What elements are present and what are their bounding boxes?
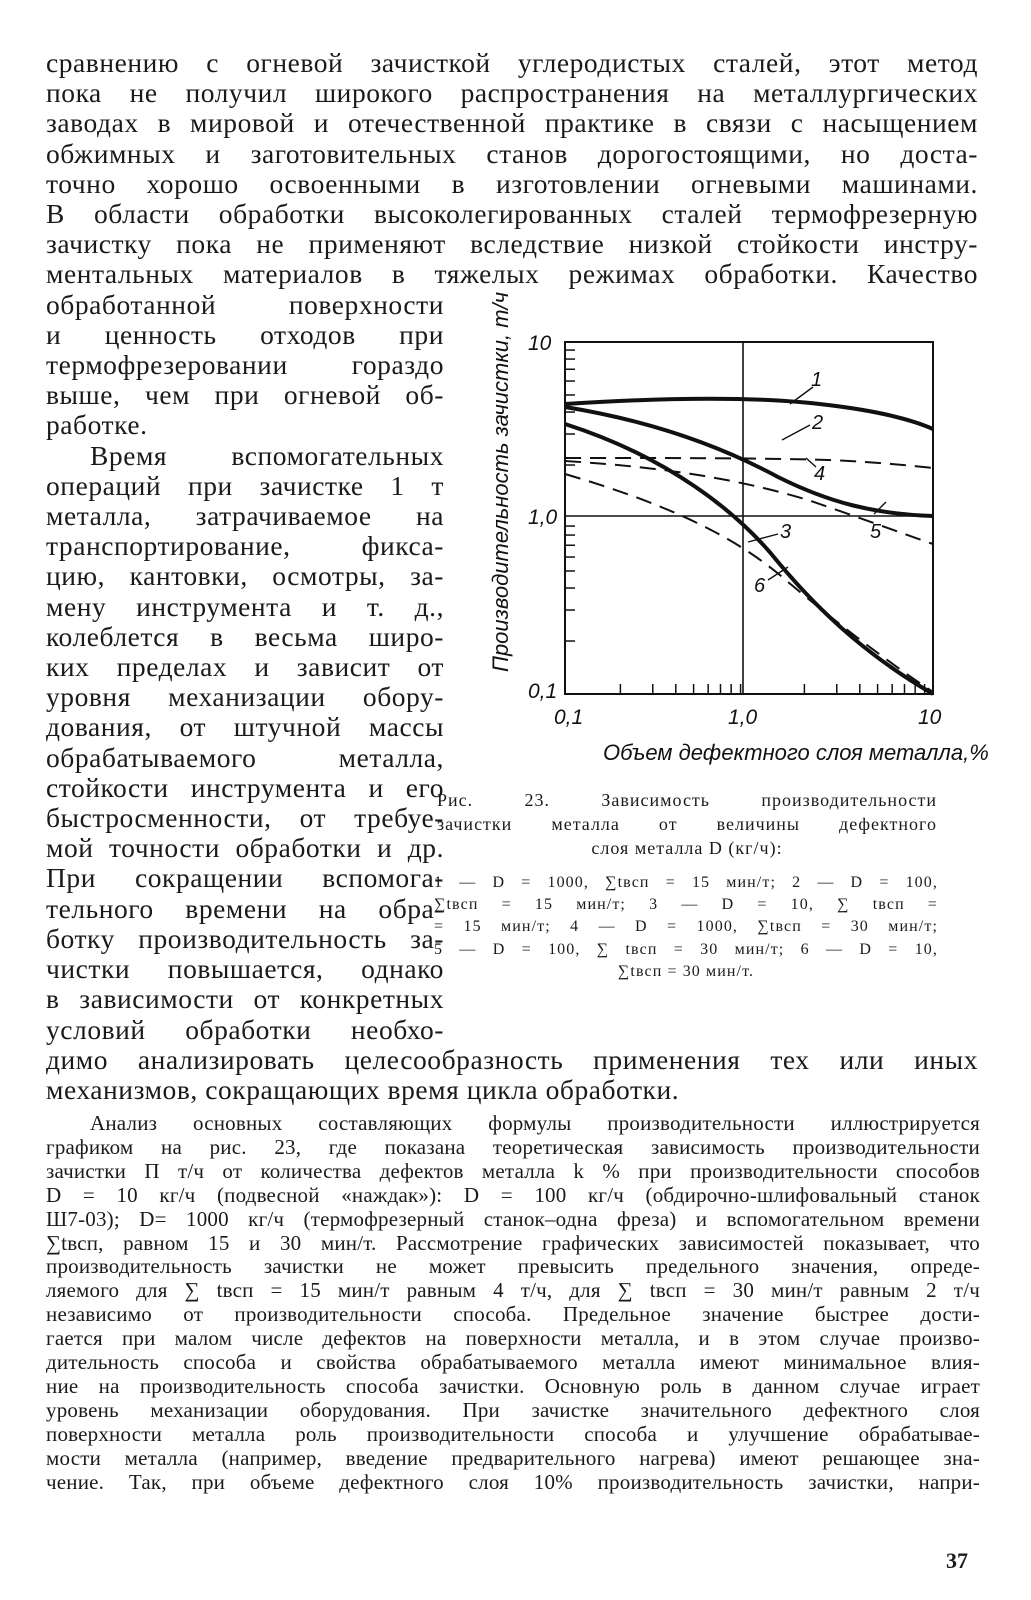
y-tick-01: 0,1 — [528, 680, 558, 703]
narrow2-lines-line: быстросменности, от требуе- — [46, 802, 444, 834]
legend-line: ∑tвсп = 30 мин/т. — [617, 962, 755, 980]
legend-line: ∑tвсп = 15 мин/т; 3 — D = 10, ∑ tвсп = — [434, 896, 938, 914]
narrow2-lines-line: дования, от штучной массы — [46, 711, 444, 743]
narrow2-lines-line: При сокращении вспомога- — [46, 862, 444, 894]
legend-line: 5 — D = 100, ∑ tвсп = 30 мин/т; 6 — D = 10, — [434, 940, 938, 958]
narrow2-lines-line: чистки повышается, однако — [46, 953, 444, 985]
small-print-line: D = 10 кг/ч (подвесной «наждак»): D = 100 кг/ч (обдирочно-шлифовальный станок — [46, 1182, 980, 1207]
narrow2-lines-line: Время вспомогательных — [90, 439, 444, 471]
narrow2-lines-line: условий обработки необхо- — [46, 1013, 444, 1045]
wide-end-lines-line: димо анализировать целесообразность применения тех или иных — [46, 1043, 978, 1075]
narrow2-lines-line: операций при зачистке 1 т — [46, 469, 444, 501]
legend-line: = 15 мин/т; 4 — D = 1000, ∑tвсп = 30 мин/т; — [434, 918, 938, 936]
narrow2-lines-line: обрабатываемого металла, — [46, 741, 444, 773]
small-print-line: чение. Так, при объеме дефектного слоя 10% производительность зачистки, напри- — [46, 1469, 980, 1494]
y-axis-label: Производительность зачистки, т/ч — [488, 291, 513, 672]
small-print-line: поверхности металла роль производительности способа и улучшение обрабатывае- — [46, 1421, 980, 1446]
narrow-lines-line: термофрезеровании гораздо — [46, 349, 444, 381]
narrow2-lines-line: ких пределах и зависит от — [46, 651, 444, 683]
y-tick-1: 1,0 — [528, 506, 558, 529]
paragraph-continuation — [46, 1045, 978, 1105]
narrow2-lines-line: мену инструмента и т. д., — [46, 590, 444, 622]
small-print-line: гается при малом числе дефектов на поверхности металла, и в этом случае произво- — [46, 1326, 980, 1351]
curve-label-4: 4 — [814, 463, 826, 485]
x-axis-label: Объем дефектного слоя металла,% — [603, 740, 989, 765]
curve-label-5: 5 — [870, 521, 882, 543]
narrow2-lines-line: ботку производительность за- — [46, 922, 444, 954]
x-tick-10: 10 — [918, 706, 942, 729]
curve-2 — [565, 407, 933, 516]
narrow2-lines-line: цию, кантовки, осмотры, за- — [46, 560, 444, 592]
narrow2-lines-line: транспортирование, фикса- — [46, 530, 444, 562]
page-number: 37 — [946, 1548, 968, 1573]
small-print-line: ∑tвсп, равном 15 и 30 мин/т. Рассмотрение графических зависимостей показывает, что — [46, 1230, 980, 1255]
curve-label-1: 1 — [811, 369, 823, 391]
intro-lines-line: сравнению с огневой зачисткой углеродистых сталей, этот метод — [46, 47, 978, 78]
small-print-line: дительность способа и свойства обрабатываемого металла имеют минимальное влия- — [46, 1350, 980, 1375]
intro-lines-line: В области обработки высоколегированных сталей термофрезерную — [46, 198, 978, 230]
y-tick-10: 10 — [528, 332, 552, 355]
curve-label-2: 2 — [812, 412, 824, 434]
intro-lines-line: пока не получил широкого распространения на металлургических — [46, 77, 978, 109]
narrow2-lines-line: тельного времени на обра- — [46, 892, 444, 924]
narrow-paragraph-2 — [46, 441, 444, 1045]
small-print-line: уровень механизации оборудования. При зачистке значительного дефектного слоя — [46, 1397, 980, 1422]
figure-legend — [434, 872, 938, 983]
caption-title-3: слоя металла D (кг/ч): — [591, 838, 783, 858]
narrow-lines-line: работке. — [46, 409, 148, 441]
small-print-line: ляемого для ∑ tвсп = 15 мин/т равным 4 т/ч, для ∑ tвсп = 30 мин/т равным 2 т/ч — [46, 1278, 980, 1303]
small-print-line: мости металла (например, введение предварительного нагрева) имеют решающее зна- — [46, 1445, 980, 1470]
intro-lines-line: обжимных и заготовительных станов дорогостоящими, но доста- — [46, 137, 978, 169]
small-print-line: ние на производительность способа зачистки. Основную роль в данном случае играет — [46, 1373, 980, 1398]
narrow2-lines-line: металла, затрачиваемое на — [46, 500, 444, 532]
figure-caption — [437, 788, 937, 860]
curve-label-3: 3 — [780, 521, 792, 543]
caption-title-2: зачистки металла от величины дефектного — [437, 814, 937, 834]
small-print-line: зачистки П т/ч от количества дефектов металла k % при производительности способов — [46, 1158, 980, 1183]
narrow-lines-line: обработанной поверхности — [46, 288, 444, 320]
small-print-line: Анализ основных составляющих формулы производительности иллюстрируется — [90, 1111, 980, 1135]
plot-frame — [565, 342, 933, 694]
legend-line: 1 — D = 1000, ∑tвсп = 15 мин/т; 2 — D = 100, — [434, 874, 938, 891]
intro-lines-line: заводах в мировой и отечественной практике в связи с насыщением — [46, 107, 978, 139]
narrow2-lines-line: уровня механизации обору- — [46, 681, 444, 713]
intro-paragraph — [46, 48, 978, 290]
caption-title-1: Рис. 23. Зависимость производительности — [437, 790, 937, 810]
small-print-line: производительность зачистки не может превысить предельного значения, опреде- — [46, 1254, 980, 1279]
curve-1 — [565, 399, 933, 429]
small-print-paragraph — [46, 1112, 980, 1495]
narrow-lines-line: и ценность отходов при — [46, 318, 444, 350]
narrow2-lines-line: стойкости инструмента и его — [46, 771, 444, 803]
wide-end-lines-line: механизмов, сокращающих время цикла обработки. — [46, 1073, 680, 1105]
narrow-lines-line: выше, чем при огневой об- — [46, 379, 444, 411]
intro-lines-line: зачистку пока не применяют вследствие низкой стойкости инстру- — [46, 228, 978, 260]
small-print-line: независимо от производительности способа. Предельное значение быстрее дости- — [46, 1302, 980, 1327]
narrow-paragraph-1 — [46, 290, 444, 441]
x-tick-01: 0,1 — [554, 706, 584, 729]
intro-lines-line: точно хорошо освоенными в изготовлении огневыми машинами. — [46, 167, 978, 199]
x-tick-1: 1,0 — [728, 706, 758, 729]
curve-label-6: 6 — [754, 575, 766, 597]
narrow2-lines-line: в зависимости от конкретных — [46, 983, 444, 1015]
small-print-line: Ш7-03); D= 1000 кг/ч (термофрезерный станок–одна фреза) и вспомогательном времени — [46, 1206, 980, 1231]
narrow2-lines-line: колеблется в весьма широ- — [46, 620, 444, 652]
intro-lines-line: ментальных материалов в тяжелых режимах обработки. Качество — [46, 258, 978, 290]
narrow2-lines-line: мой точности обработки и др. — [46, 832, 444, 864]
small-print-line: графиком на рис. 23, где показана теоретическая зависимость производительности — [46, 1134, 980, 1159]
